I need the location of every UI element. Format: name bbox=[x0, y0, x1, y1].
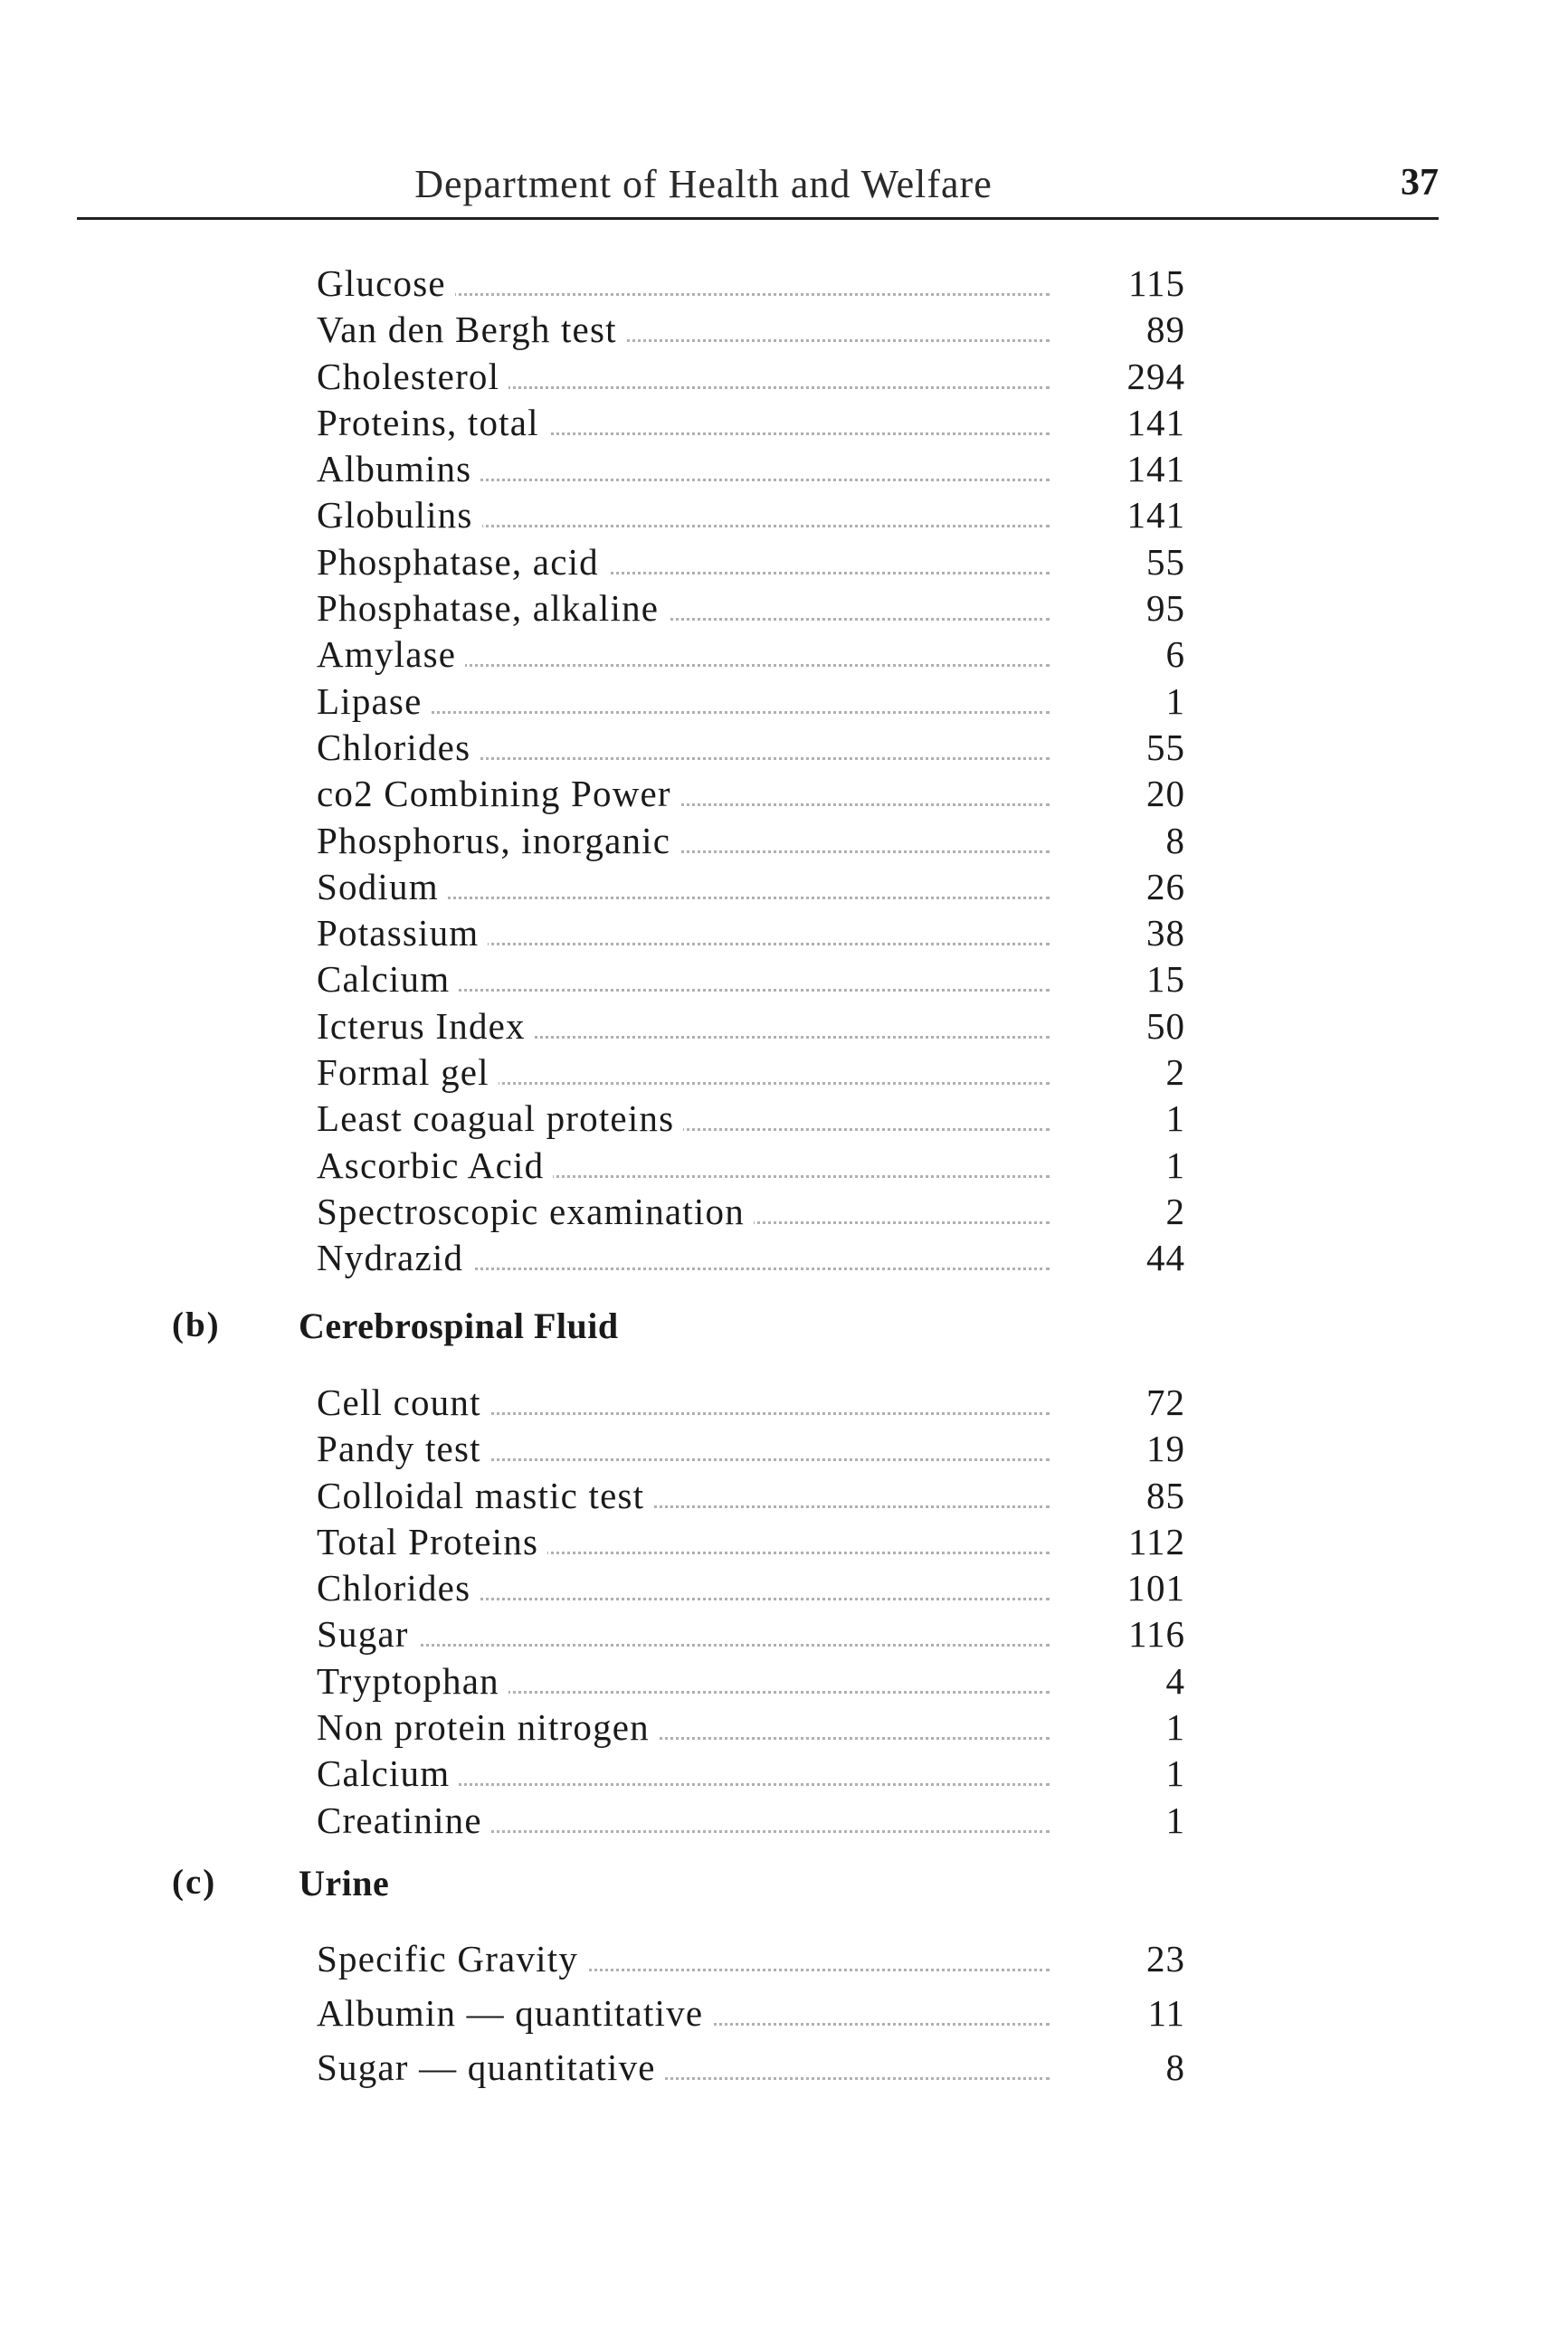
item-label: Non protein nitrogen bbox=[317, 1704, 659, 1751]
item-label: Glucose bbox=[317, 261, 455, 307]
section-c-title: Urine bbox=[299, 1863, 390, 1904]
list-item bbox=[317, 864, 1185, 910]
list-item bbox=[317, 2045, 1185, 2099]
item-count: 1 bbox=[1165, 1706, 1185, 1749]
item-count: 6 bbox=[1165, 633, 1185, 676]
item-count: 1 bbox=[1165, 1799, 1185, 1841]
item-count: 141 bbox=[1126, 401, 1185, 443]
item-count: 141 bbox=[1126, 448, 1185, 490]
list-item bbox=[317, 1565, 1185, 1611]
dot-leader bbox=[317, 1644, 1050, 1647]
item-count: 26 bbox=[1146, 865, 1185, 907]
item-count: 38 bbox=[1146, 912, 1185, 954]
item-label: Icterus Index bbox=[317, 1003, 535, 1049]
item-label: Colloidal mastic test bbox=[317, 1473, 653, 1519]
page-header bbox=[77, 154, 1439, 220]
item-count: 89 bbox=[1146, 309, 1185, 351]
list-item bbox=[317, 400, 1185, 446]
running-title: Department of Health and Welfare bbox=[414, 162, 993, 206]
item-count: 141 bbox=[1126, 494, 1185, 536]
item-label: Potassium bbox=[317, 910, 488, 956]
list-item bbox=[317, 1936, 1185, 1990]
item-count: 72 bbox=[1146, 1381, 1185, 1423]
csf-tests-list bbox=[317, 1380, 1185, 1844]
item-label: Cell count bbox=[317, 1380, 490, 1426]
list-item bbox=[317, 585, 1185, 631]
list-item bbox=[317, 725, 1185, 771]
item-label: Phosphorus, inorganic bbox=[317, 818, 679, 864]
list-item bbox=[317, 1003, 1185, 1049]
blood-tests-list bbox=[317, 261, 1185, 1282]
list-item bbox=[317, 818, 1185, 864]
item-label: Proteins, total bbox=[317, 400, 548, 446]
item-count: 20 bbox=[1146, 773, 1185, 815]
section-b-title: Cerebrospinal Fluid bbox=[299, 1305, 619, 1346]
item-label: Least coagual proteins bbox=[317, 1096, 683, 1142]
list-item bbox=[317, 1751, 1185, 1797]
list-item bbox=[317, 1380, 1185, 1426]
list-item bbox=[317, 1426, 1185, 1472]
list-item bbox=[317, 1658, 1185, 1704]
item-label: Sugar — quantitative bbox=[317, 2045, 665, 2091]
item-count: 1 bbox=[1165, 679, 1185, 722]
item-count: 1 bbox=[1165, 1752, 1185, 1795]
urine-tests-list bbox=[317, 1936, 1185, 2099]
list-item bbox=[317, 1611, 1185, 1657]
item-count: 294 bbox=[1126, 355, 1185, 397]
list-item bbox=[317, 1049, 1185, 1096]
section-b-heading bbox=[172, 1305, 1167, 1359]
item-count: 19 bbox=[1146, 1428, 1185, 1470]
item-label: Van den Bergh test bbox=[317, 307, 626, 353]
item-count: 1 bbox=[1165, 1097, 1185, 1140]
item-count: 2 bbox=[1165, 1190, 1185, 1232]
list-item bbox=[317, 539, 1185, 585]
list-item bbox=[317, 631, 1185, 678]
item-label: Specific Gravity bbox=[317, 1936, 587, 1982]
item-label: co2 Combining Power bbox=[317, 771, 680, 817]
item-count: 8 bbox=[1165, 819, 1185, 861]
item-count: 15 bbox=[1146, 958, 1185, 1001]
item-label: Sodium bbox=[317, 864, 448, 910]
item-label: Lipase bbox=[317, 679, 432, 725]
item-label: Tryptophan bbox=[317, 1658, 508, 1704]
item-label: Cholesterol bbox=[317, 354, 508, 400]
list-item bbox=[317, 354, 1185, 400]
list-item bbox=[317, 1519, 1185, 1565]
item-label: Calcium bbox=[317, 1751, 459, 1797]
list-item bbox=[317, 1473, 1185, 1519]
list-item bbox=[317, 1235, 1185, 1281]
item-count: 115 bbox=[1128, 262, 1185, 304]
section-c-letter: (c) bbox=[172, 1863, 217, 1902]
list-item bbox=[317, 261, 1185, 307]
item-label: Formal gel bbox=[317, 1049, 499, 1096]
item-count: 44 bbox=[1146, 1237, 1185, 1279]
item-label: Calcium bbox=[317, 956, 459, 1002]
list-item bbox=[317, 1798, 1185, 1844]
item-count: 1 bbox=[1165, 1144, 1185, 1186]
list-item bbox=[317, 956, 1185, 1002]
item-label: Creatinine bbox=[317, 1798, 491, 1844]
item-count: 23 bbox=[1146, 1938, 1185, 1979]
item-count: 2 bbox=[1165, 1051, 1185, 1094]
item-label: Chlorides bbox=[317, 1565, 480, 1611]
item-label: Chlorides bbox=[317, 725, 480, 771]
list-item bbox=[317, 1704, 1185, 1751]
item-count: 8 bbox=[1165, 2046, 1185, 2088]
item-label: Amylase bbox=[317, 631, 465, 678]
item-label: Albumin — quantitative bbox=[317, 1990, 712, 2036]
section-b-letter: (b) bbox=[172, 1305, 221, 1344]
item-count: 11 bbox=[1147, 1992, 1185, 2034]
item-count: 50 bbox=[1146, 1004, 1185, 1047]
item-count: 95 bbox=[1146, 587, 1185, 630]
list-item bbox=[317, 1990, 1185, 2045]
item-label: Nydrazid bbox=[317, 1235, 472, 1281]
item-count: 101 bbox=[1126, 1567, 1185, 1609]
item-label: Total Proteins bbox=[317, 1519, 547, 1565]
item-count: 116 bbox=[1128, 1613, 1185, 1656]
section-c-heading bbox=[172, 1862, 1167, 1916]
item-label: Phosphatase, alkaline bbox=[317, 585, 668, 631]
item-label: Phosphatase, acid bbox=[317, 539, 608, 585]
item-label: Spectroscopic examination bbox=[317, 1189, 754, 1235]
item-count: 112 bbox=[1128, 1520, 1185, 1562]
list-item bbox=[317, 771, 1185, 817]
item-label: Pandy test bbox=[317, 1426, 490, 1472]
item-count: 4 bbox=[1165, 1659, 1185, 1702]
item-label: Albumins bbox=[317, 446, 480, 492]
item-label: Sugar bbox=[317, 1611, 418, 1657]
page-number: 37 bbox=[1401, 162, 1439, 204]
list-item bbox=[317, 1189, 1185, 1235]
list-item bbox=[317, 446, 1185, 492]
list-item bbox=[317, 1143, 1185, 1189]
item-count: 55 bbox=[1146, 540, 1185, 583]
list-item bbox=[317, 307, 1185, 353]
item-label: Ascorbic Acid bbox=[317, 1143, 553, 1189]
item-count: 55 bbox=[1146, 726, 1185, 768]
list-item bbox=[317, 1096, 1185, 1142]
list-item bbox=[317, 679, 1185, 725]
item-count: 85 bbox=[1146, 1474, 1185, 1516]
item-label: Globulins bbox=[317, 492, 482, 538]
list-item bbox=[317, 492, 1185, 538]
list-item bbox=[317, 910, 1185, 956]
